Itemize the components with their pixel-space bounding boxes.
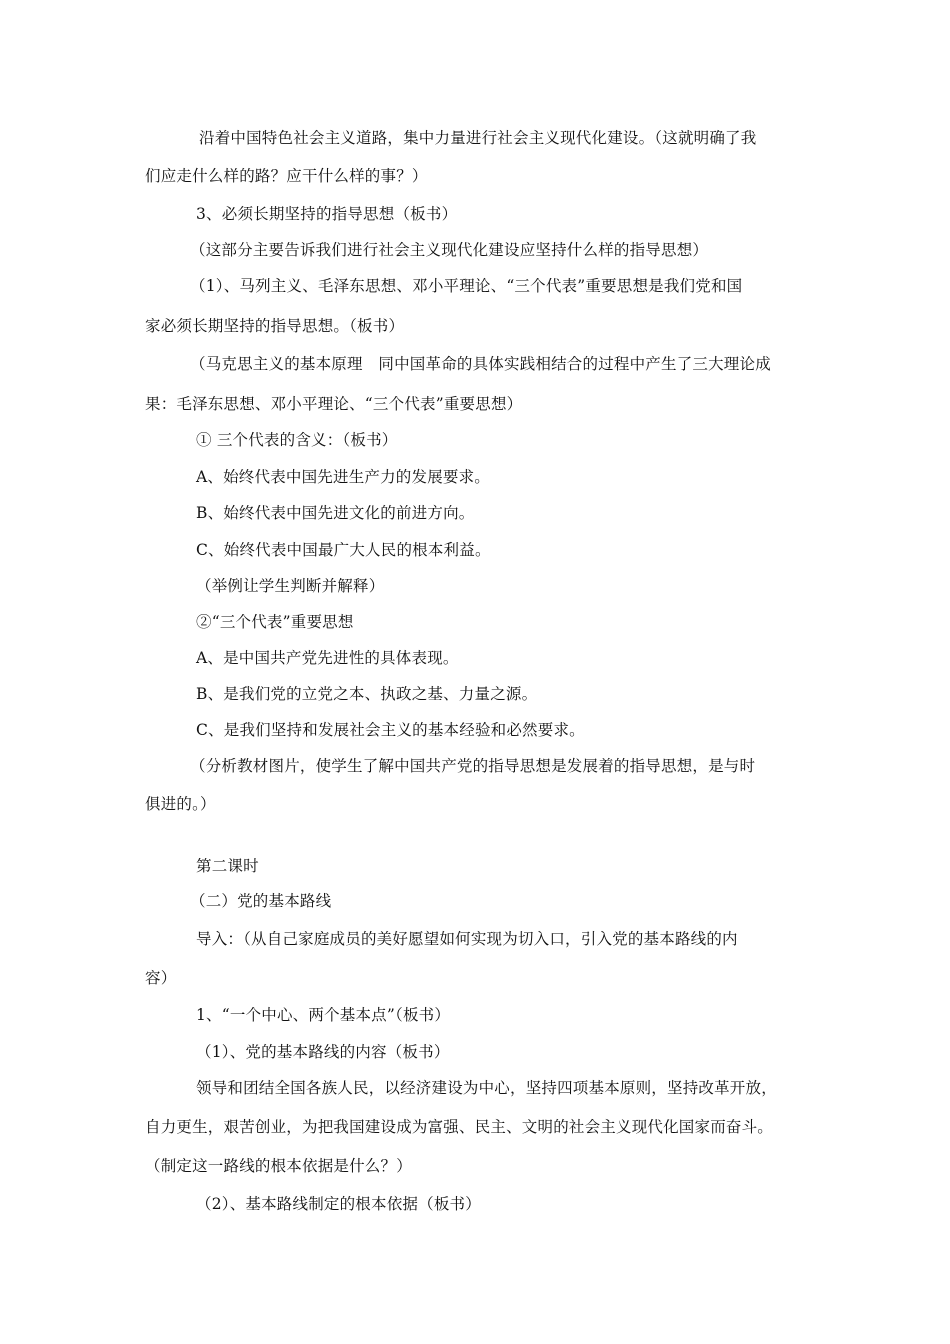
- section-heading: 1、“一个中心、两个基本点”（板书）: [196, 1006, 451, 1024]
- body-text-line: 俱进的。）: [145, 795, 216, 813]
- body-text-line: （分析教材图片，使学生了解中国共产党的指导思想是发展着的指导思想，是与时: [190, 757, 756, 775]
- list-item: C、是我们坚持和发展社会主义的基本经验和必然要求。: [196, 721, 585, 739]
- body-text-line: 容）: [145, 969, 177, 987]
- subsection-heading: （2）、基本路线制定的根本依据（板书）: [196, 1195, 481, 1213]
- body-text-line: （1）、马列主义、毛泽东思想、邓小平理论、“三个代表”重要思想是我们党和国: [190, 277, 743, 295]
- subsection-heading: （1）、党的基本路线的内容（板书）: [196, 1043, 450, 1061]
- body-text-line: 领导和团结全国各族人民，以经济建设为中心，坚持四项基本原则，坚持改革开放，: [196, 1079, 777, 1097]
- section-heading: （二）党的基本路线: [190, 892, 332, 910]
- body-text-line: 果：毛泽东思想、邓小平理论、“三个代表”重要思想）: [145, 395, 523, 413]
- body-text-line: （马克思主义的基本原理 同中国革命的具体实践相结合的过程中产生了三大理论成: [190, 355, 771, 373]
- list-item: A、是中国共产党先进性的具体表现。: [196, 649, 459, 667]
- body-text-line: （这部分主要告诉我们进行社会主义现代化建设应坚持什么样的指导思想）: [190, 241, 709, 259]
- list-item: C、始终代表中国最广大人民的根本利益。: [196, 541, 491, 559]
- list-item: B、是我们党的立党之本、执政之基、力量之源。: [196, 685, 538, 703]
- body-text-line: （制定这一路线的根本依据是什么？）: [145, 1157, 412, 1175]
- list-item: B、始终代表中国先进文化的前进方向。: [196, 504, 475, 522]
- lesson-heading: 第二课时: [196, 857, 259, 875]
- body-text-line: 沿着中国特色社会主义道路，集中力量进行社会主义现代化建设。（这就明确了我: [199, 129, 757, 147]
- list-heading: ① 三个代表的含义：（板书）: [196, 431, 398, 449]
- body-text-line: 自力更生，艰苦创业，为把我国建设成为富强、民主、文明的社会主义现代化国家而奋斗。: [145, 1118, 774, 1136]
- body-text-line: 导入：（从自己家庭成员的美好愿望如何实现为切入口，引入党的基本路线的内: [196, 930, 738, 948]
- body-text-line: 们应走什么样的路？应干什么样的事？）: [145, 167, 428, 185]
- list-heading: ②“三个代表”重要思想: [196, 613, 354, 631]
- section-heading: 3、必须长期坚持的指导思想（板书）: [196, 205, 458, 223]
- list-item: A、始终代表中国先进生产力的发展要求。: [196, 468, 490, 486]
- body-text-line: 家必须长期坚持的指导思想。（板书）: [145, 317, 405, 335]
- body-text-line: （举例让学生判断并解释）: [196, 577, 385, 595]
